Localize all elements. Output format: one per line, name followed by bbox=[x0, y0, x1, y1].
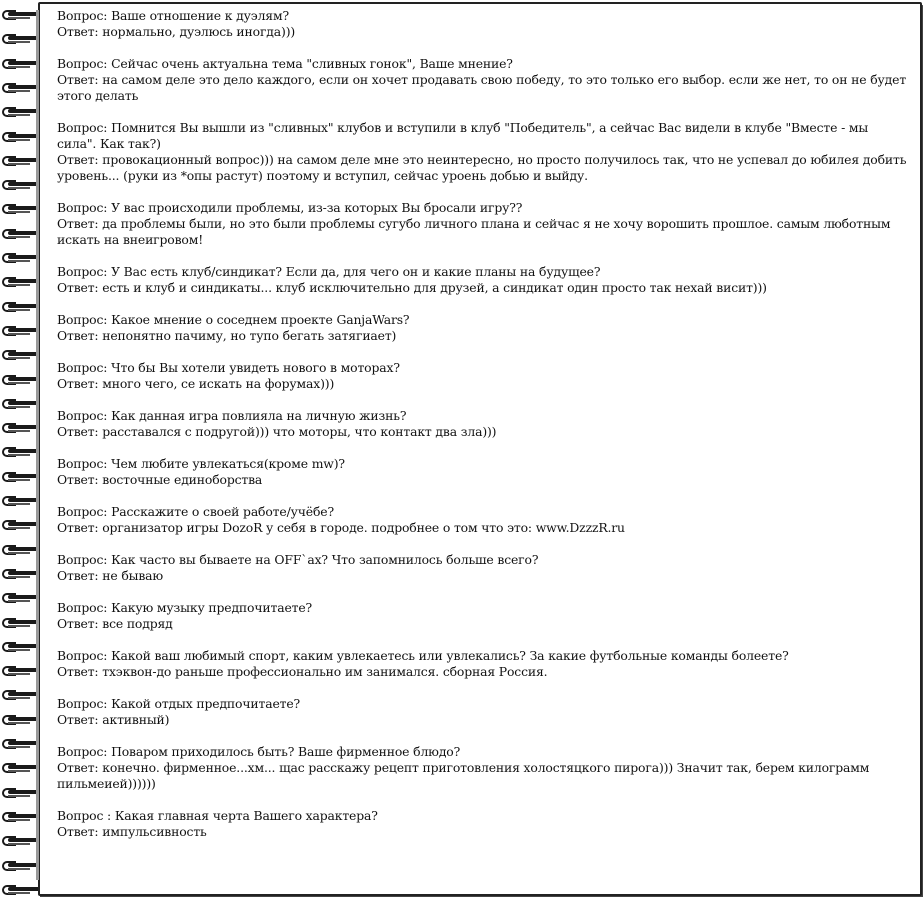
qa-item bbox=[57, 312, 907, 344]
answer: Ответ: восточные единоборства bbox=[57, 472, 263, 487]
qa-item bbox=[57, 200, 907, 248]
question: Вопрос: Какую музыку предпочитаете? bbox=[57, 600, 313, 615]
question: Вопрос: Поваром приходилось быть? Ваше фирменное блюдо? bbox=[57, 744, 461, 759]
answer: Ответ: да проблемы были, но это были проблемы сугубо личного плана и сейчас я не хочу ворошить прошлое. самым люботным искать на внеигровом! bbox=[57, 216, 891, 247]
interview-text bbox=[57, 8, 907, 856]
qa-item bbox=[57, 120, 907, 184]
answer: Ответ: расставался с подругой))) что моторы, что контакт два зла))) bbox=[57, 424, 497, 439]
qa-item bbox=[57, 408, 907, 440]
qa-item bbox=[57, 552, 907, 584]
qa-item bbox=[57, 600, 907, 632]
question: Вопрос: У вас происходили проблемы, из-за которых Вы бросали игру?? bbox=[57, 200, 523, 215]
question: Вопрос : Какая главная черта Вашего характера? bbox=[57, 808, 378, 823]
qa-item bbox=[57, 456, 907, 488]
question: Вопрос: Ваше отношение к дуэлям? bbox=[57, 8, 289, 23]
answer: Ответ: непонятно пачиму, но тупо бегать затягиает) bbox=[57, 328, 397, 343]
question: Вопрос: Как часто вы бываете на OFF`ах? Что запомнилось больше всего? bbox=[57, 552, 539, 567]
answer: Ответ: все подряд bbox=[57, 616, 173, 631]
qa-item bbox=[57, 8, 907, 40]
question: Вопрос: Какой ваш любимый спорт, каким увлекаетесь или увлекались? За какие футбольные команды болеете? bbox=[57, 648, 789, 663]
qa-item bbox=[57, 696, 907, 728]
qa-item bbox=[57, 360, 907, 392]
qa-item bbox=[57, 648, 907, 680]
qa-item bbox=[57, 504, 907, 536]
answer: Ответ: на самом деле это дело каждого, если он хочет продавать свою победу, то это только его выбор. если же нет, то он не будет этого делать bbox=[57, 72, 907, 103]
question: Вопрос: У Вас есть клуб/синдикат? Если да, для чего он и какие планы на будущее? bbox=[57, 264, 601, 279]
answer: Ответ: активный) bbox=[57, 712, 170, 727]
answer: Ответ: есть и клуб и синдикаты... клуб исключительно для друзей, а синдикат один просто так нехай висит))) bbox=[57, 280, 767, 295]
qa-item bbox=[57, 808, 907, 840]
qa-item bbox=[57, 264, 907, 296]
answer: Ответ: нормально, дуэлюсь иногда))) bbox=[57, 24, 296, 39]
question: Вопрос: Что бы Вы хотели увидеть нового в моторах? bbox=[57, 360, 400, 375]
answer: Ответ: провокационный вопрос))) на самом деле мне это неинтересно, но просто получилось так, что не успевал до юбилея добить уровень... (руки из *опы растут) поэтому и вступил, сейчас уроень добью и выйду. bbox=[57, 152, 907, 183]
answer: Ответ: импульсивность bbox=[57, 824, 207, 839]
question: Вопрос: Сейчас очень актуальна тема "сливных гонок", Ваше мнение? bbox=[57, 56, 513, 71]
question: Вопрос: Какое мнение о соседнем проекте GanjaWars? bbox=[57, 312, 410, 327]
answer: Ответ: конечно. фирменное...хм... щас расскажу рецепт приготовления холостяцкого пирога))) Значит так, берем килограмм пильмеией)))))) bbox=[57, 760, 870, 791]
question: Вопрос: Расскажите о своей работе/учёбе? bbox=[57, 504, 334, 519]
question: Вопрос: Какой отдых предпочитаете? bbox=[57, 696, 301, 711]
answer: Ответ: много чего, се искать на форумах))) bbox=[57, 376, 335, 391]
question: Вопрос: Как данная игра повлияла на личную жизнь? bbox=[57, 408, 407, 423]
answer: Ответ: тхэквон-до раньше профессионально им занимался. сборная Россия. bbox=[57, 664, 548, 679]
question: Вопрос: Чем любите увлекаться(кроме mw)? bbox=[57, 456, 345, 471]
answer: Ответ: не бываю bbox=[57, 568, 164, 583]
question: Вопрос: Помнится Вы вышли из "сливных" клубов и вступили в клуб "Победитель", а сейчас Вас видели в клубе "Вместе - мы сила". Как так?) bbox=[57, 120, 869, 151]
qa-item bbox=[57, 744, 907, 792]
qa-item bbox=[57, 56, 907, 104]
answer: Ответ: организатор игры DozoR у себя в городе. подробнее о том что это: www.DzzzR.ru bbox=[57, 520, 625, 535]
